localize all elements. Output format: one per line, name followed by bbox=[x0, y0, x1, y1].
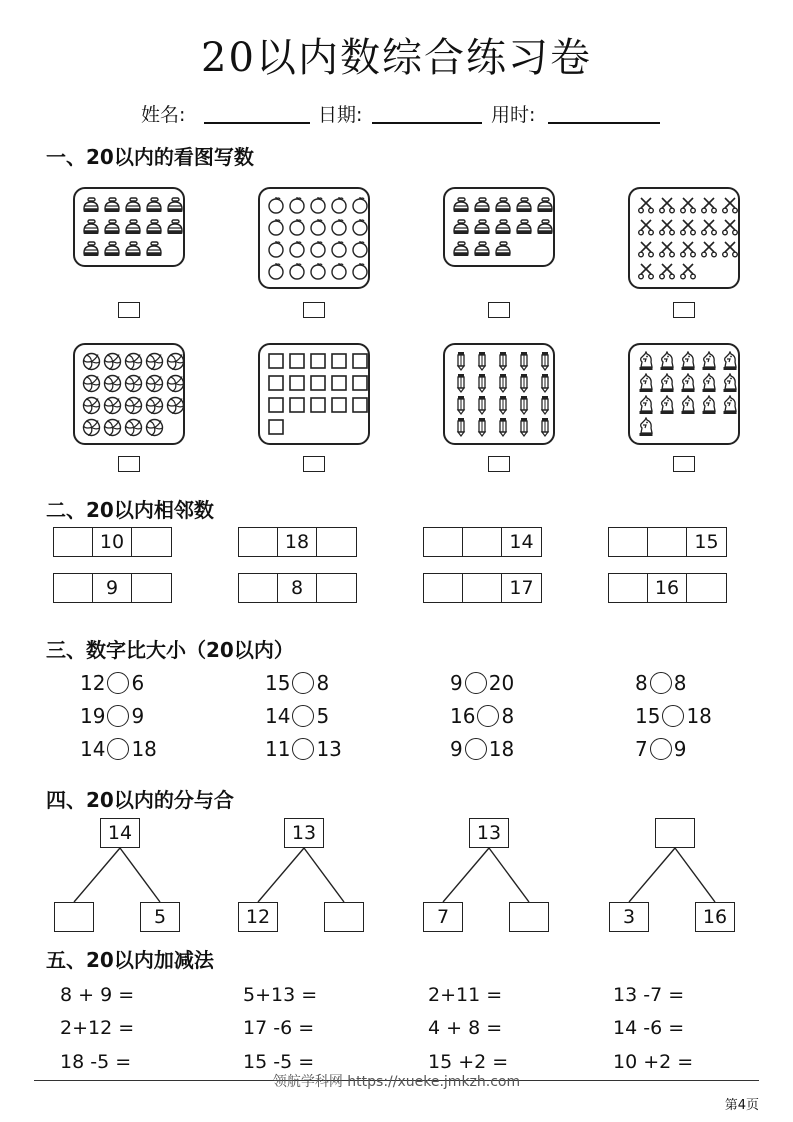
compare-left-number: 15 bbox=[265, 671, 291, 695]
compare-right-number: 5 bbox=[316, 704, 330, 728]
equation-item: 5+13 = bbox=[243, 984, 318, 1006]
neighbor-given-cell: 16 bbox=[648, 574, 687, 602]
compare-right-number: 8 bbox=[501, 704, 515, 728]
compare-left-number: 12 bbox=[80, 671, 106, 695]
equation-item: 15 -5 = bbox=[243, 1051, 315, 1073]
compare-left-number: 14 bbox=[265, 704, 291, 728]
neighbor-given-cell: 18 bbox=[278, 528, 317, 556]
bond-left-part-box[interactable] bbox=[54, 902, 94, 932]
date-label: 日期: bbox=[318, 104, 363, 126]
bond-left-part-box: 12 bbox=[238, 902, 278, 932]
section-2-heading: 二、20以内相邻数 bbox=[46, 498, 214, 522]
bond-left-line bbox=[74, 848, 120, 902]
bond-left-line bbox=[443, 848, 489, 902]
bond-right-line bbox=[489, 848, 529, 902]
neighbor-given-cell: 10 bbox=[93, 528, 132, 556]
bond-whole-box: 13 bbox=[284, 818, 324, 848]
time-label: 用时: bbox=[491, 104, 536, 126]
equation-item: 4 + 8 = bbox=[428, 1017, 503, 1039]
bond-left-line bbox=[258, 848, 304, 902]
compare-right-number: 18 bbox=[488, 737, 515, 761]
neighbor-given-cell: 8 bbox=[278, 574, 317, 602]
compare-right-number: 8 bbox=[673, 671, 687, 695]
compare-left-number: 15 bbox=[635, 704, 661, 728]
bond-right-line bbox=[304, 848, 344, 902]
compare-left-number: 7 bbox=[635, 737, 648, 761]
page-title: 20以内数综合练习卷 bbox=[201, 35, 592, 81]
compare-left-number: 16 bbox=[450, 704, 476, 728]
compare-left-number: 19 bbox=[80, 704, 106, 728]
page-number: 第4页 bbox=[724, 1098, 759, 1113]
bond-right-part-box[interactable] bbox=[509, 902, 549, 932]
section-4-heading: 四、20以内的分与合 bbox=[46, 788, 234, 812]
section-1-heading: 一、20以内的看图写数 bbox=[46, 145, 254, 169]
section-5-heading: 五、20以内加减法 bbox=[46, 948, 214, 972]
compare-right-number: 8 bbox=[316, 671, 330, 695]
neighbor-given-cell: 14 bbox=[509, 531, 534, 553]
equation-item: 13 -7 = bbox=[613, 984, 685, 1006]
equation-item: 17 -6 = bbox=[243, 1017, 315, 1039]
bond-left-part-box: 3 bbox=[609, 902, 649, 932]
bond-right-part-box: 5 bbox=[140, 902, 180, 932]
name-label: 姓名: bbox=[141, 104, 186, 126]
bond-right-line bbox=[675, 848, 715, 902]
neighbor-given-cell: 15 bbox=[694, 531, 719, 553]
watermark: 领航学科网 https://xueke.jmkzh.com bbox=[272, 1074, 521, 1090]
equation-item: 8 + 9 = bbox=[60, 984, 135, 1006]
bond-right-line bbox=[120, 848, 160, 902]
equation-item: 2+12 = bbox=[60, 1017, 135, 1039]
bond-whole-box[interactable] bbox=[655, 818, 695, 848]
compare-right-number: 13 bbox=[316, 737, 342, 761]
bond-left-part-box: 7 bbox=[423, 902, 463, 932]
neighbor-given-cell: 17 bbox=[509, 577, 534, 599]
compare-left-number: 14 bbox=[80, 737, 106, 761]
compare-left-number: 11 bbox=[265, 737, 291, 761]
compare-right-number: 9 bbox=[673, 737, 687, 761]
compare-left-number: 9 bbox=[450, 671, 463, 695]
compare-right-number: 18 bbox=[686, 704, 712, 728]
bond-right-part-box[interactable] bbox=[324, 902, 364, 932]
compare-right-number: 20 bbox=[488, 671, 515, 695]
compare-right-number: 6 bbox=[131, 671, 145, 695]
bond-right-part-box: 16 bbox=[695, 902, 735, 932]
compare-left-number: 8 bbox=[635, 671, 648, 695]
equation-item: 14 -6 = bbox=[613, 1017, 685, 1039]
equation-item: 15 +2 = bbox=[428, 1051, 509, 1073]
equation-item: 10 +2 = bbox=[613, 1051, 694, 1073]
neighbor-given-cell: 9 bbox=[93, 574, 132, 602]
compare-right-number: 18 bbox=[131, 737, 157, 761]
section-3-heading: 三、数字比大小（20以内） bbox=[46, 638, 294, 662]
compare-left-number: 9 bbox=[450, 737, 463, 761]
bond-whole-box: 14 bbox=[100, 818, 140, 848]
bond-left-line bbox=[629, 848, 675, 902]
bond-whole-box: 13 bbox=[469, 818, 509, 848]
compare-right-number: 9 bbox=[131, 704, 145, 728]
equation-item: 2+11 = bbox=[428, 984, 503, 1006]
equation-item: 18 -5 = bbox=[60, 1051, 132, 1073]
